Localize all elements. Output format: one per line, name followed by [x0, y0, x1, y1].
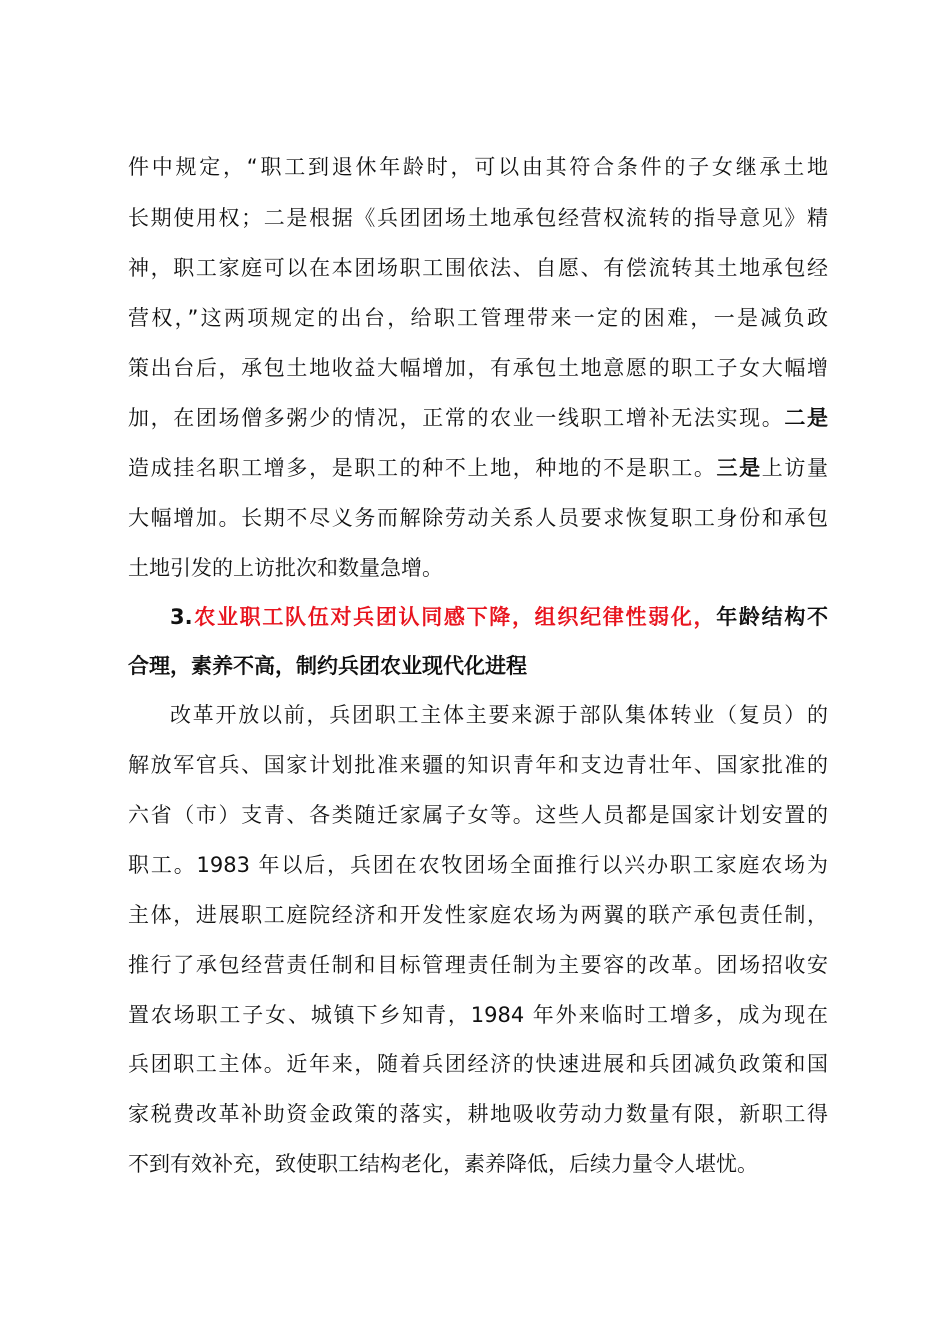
paragraph-line: 六省（市）支青、各类随迁家属子女等。这些人员都是国家计划安置的	[128, 803, 828, 827]
paragraph-line	[128, 403, 828, 433]
paragraph-line: 解放军官兵、国家计划批准来疆的知识青年和支边青壮年、国家批准的	[128, 753, 828, 777]
paragraph-line: 大幅增加。长期不尽义务而解除劳动关系人员要求恢复职工身份和承包	[128, 506, 828, 530]
paragraph-line: 推行了承包经营责任制和目标管理责任制为主要容的改革。团场招收安	[128, 953, 828, 977]
heading-black-text: 年龄结构不	[716, 605, 829, 629]
paragraph-line: 土地引发的上访批次和数量急增。	[128, 556, 443, 580]
paragraph-line: 置农场职工子女、城镇下乡知青，1984 年外来临时工增多，成为现在	[128, 1003, 828, 1027]
section-heading	[170, 602, 828, 632]
paragraph-text: 造成挂名职工增多，是职工的种不上地，种地的不是职工。	[128, 456, 717, 480]
paragraph-line: 策出台后，承包土地收益大幅增加，有承包土地意愿的职工子女大幅增	[128, 356, 828, 380]
paragraph-text: 上访量	[761, 456, 829, 480]
paragraph-line: 神，职工家庭可以在本团场职工围依法、自愿、有偿流转其土地承包经	[128, 256, 828, 280]
paragraph-line: 职工。1983 年以后，兵团在农牧团场全面推行以兴办职工家庭农场为	[128, 853, 828, 877]
paragraph-line: 家税费改革补助资金政策的落实，耕地吸收劳动力数量有限，新职工得	[128, 1102, 828, 1126]
paragraph-line: 不到有效补充，致使职工结构老化，素养降低，后续力量令人堪忧。	[128, 1152, 758, 1176]
bold-marker-two: 二是	[784, 406, 829, 430]
paragraph-line: 兵团职工主体。近年来，随着兵团经济的快速进展和兵团减负政策和国	[128, 1052, 828, 1076]
paragraph-line: 长期使用权；二是根据《兵团团场土地承包经营权流转的指导意见》精	[128, 206, 828, 230]
paragraph-line: 营权，”这两项规定的出台，给职工管理带来一定的困难，一是减负政	[128, 306, 828, 330]
paragraph-line: 改革开放以前，兵团职工主体主要来源于部队集体转业（复员）的	[170, 703, 828, 727]
paragraph-text: 加，在团场僧多粥少的情况，正常的农业一线职工增补无法实现。	[128, 406, 785, 430]
paragraph-line: 主体，进展职工庭院经济和开发性家庭农场为两翼的联产承包责任制，	[128, 903, 828, 927]
paragraph-line	[128, 453, 828, 483]
heading-number: 3.	[170, 605, 193, 629]
paragraph-line: 件中规定，“职工到退休年龄时，可以由其符合条件的子女继承土地	[128, 155, 828, 179]
section-heading-line2: 合理，素养不高，制约兵团农业现代化进程	[128, 654, 527, 678]
heading-red-text: 农业职工队伍对兵团认同感下降，组织纪律性弱化，	[192, 605, 717, 629]
bold-marker-three: 三是	[716, 456, 762, 480]
